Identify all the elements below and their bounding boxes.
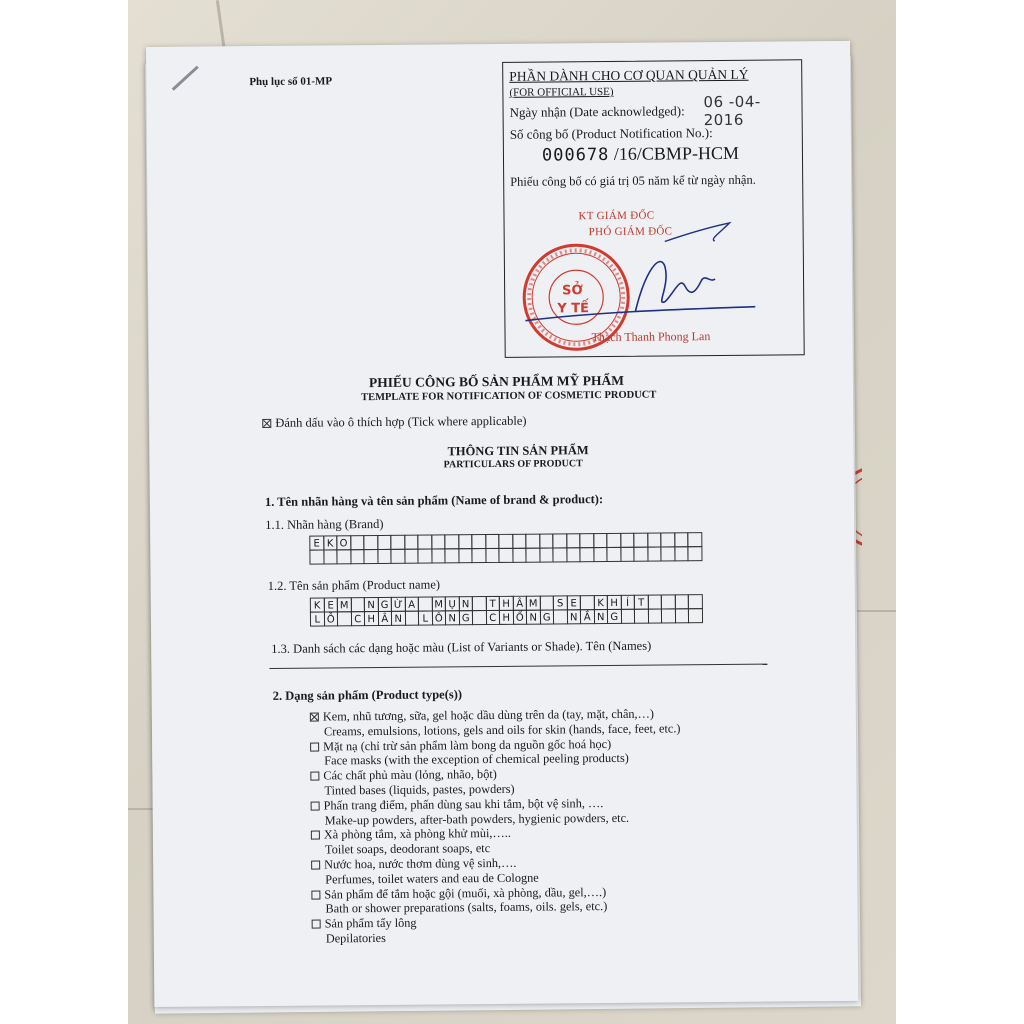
- product-type-vn: Các chất phủ màu (lỏng, nhão, bột): [310, 766, 681, 784]
- grid-cell: [553, 609, 568, 624]
- product-type-en: Bath or shower preparations (salts, foams, oils. gels, etc.): [325, 899, 608, 916]
- product-type-item: [311, 825, 682, 858]
- grid-cell: [390, 535, 405, 550]
- grid-cell: K: [323, 535, 338, 550]
- product-type-en: Creams, emulsions, lotions, gels and oils for skin (hands, face, feet, etc.): [323, 721, 681, 739]
- grid-cell: [620, 533, 635, 548]
- official-title: PHẦN DÀNH CHO CƠ QUAN QUẢN LÝ: [509, 66, 749, 84]
- grid-cell: [485, 534, 500, 549]
- grid-cell: [350, 549, 365, 564]
- product-type-item: [310, 736, 681, 769]
- product-type-item: [310, 766, 681, 799]
- grid-cell: [647, 547, 662, 562]
- product-type-en: Depilatories: [325, 930, 386, 946]
- checkbox-icon: [310, 742, 319, 751]
- notification-number-label: Số công bố (Product Notification No.):: [509, 125, 713, 142]
- product-type-list: [310, 706, 683, 946]
- grid-cell: L: [418, 611, 433, 626]
- grid-cell: [458, 548, 473, 563]
- grid-cell: Ắ: [580, 609, 595, 624]
- grid-cell: [444, 534, 459, 549]
- staple: [172, 66, 199, 91]
- product-type-item: [312, 914, 683, 947]
- brand-label: 1.1. Nhãn hàng (Brand): [265, 516, 384, 532]
- checkbox-icon: [311, 831, 320, 840]
- grid-cell: [687, 546, 702, 561]
- product-type-vn: Sản phẩm tẩy lông: [312, 914, 683, 932]
- grid-cell: [660, 546, 675, 561]
- grid-cell: [647, 533, 662, 548]
- grid-cell: [688, 608, 703, 623]
- official-subtitle: (FOR OFFICIAL USE): [509, 85, 614, 99]
- grid-cell: A: [404, 597, 419, 612]
- grid-cell: O: [336, 535, 351, 550]
- grid-cell: [620, 609, 635, 624]
- grid-cell: [337, 611, 352, 626]
- section-title-vn: THÔNG TIN SẢN PHẨM: [447, 443, 589, 459]
- grid-cell: [363, 535, 378, 550]
- date-acknowledged-label: Ngày nhận (Date acknowledged):: [509, 103, 685, 120]
- grid-cell: E: [309, 535, 324, 550]
- product-type-en: Tinted bases (liquids, pastes, powders): [324, 781, 515, 798]
- grid-cell: [498, 534, 513, 549]
- grid-cell: [539, 533, 554, 548]
- grid-cell: [593, 533, 608, 548]
- grid-cell: [566, 533, 581, 548]
- grid-cell: [661, 608, 676, 623]
- product-type-item: [311, 854, 682, 887]
- brand-grid-row: [310, 547, 702, 564]
- grid-cell: Í: [620, 595, 635, 610]
- grid-cell: [350, 535, 365, 550]
- date-acknowledged-value: 06 -04- 2016: [703, 92, 761, 130]
- product-type-en: Face masks (with the exception of chemical peeling products): [324, 751, 629, 768]
- grid-cell: C: [485, 610, 500, 625]
- product-name-grid: [311, 595, 703, 626]
- grid-cell: [687, 532, 702, 547]
- grid-cell: [444, 548, 459, 563]
- grid-cell: [471, 548, 486, 563]
- grid-cell: [660, 532, 675, 547]
- grid-cell: [633, 533, 648, 548]
- grid-cell: [417, 549, 432, 564]
- form-title-vn: PHIẾU CÔNG BỐ SẢN PHẨM MỸ PHẨM: [368, 372, 624, 391]
- question-2-heading: 2. Dạng sản phẩm (Product type(s)): [272, 687, 463, 703]
- product-type-item: [311, 884, 682, 917]
- grid-cell: [566, 547, 581, 562]
- grid-cell: [620, 547, 635, 562]
- grid-cell: N: [458, 596, 473, 611]
- grid-cell: Ố: [512, 610, 527, 625]
- grid-cell: G: [539, 609, 554, 624]
- tick-instruction: [262, 414, 526, 431]
- grid-cell: [593, 547, 608, 562]
- grid-cell: [309, 549, 324, 564]
- grid-cell: [404, 611, 419, 626]
- grid-cell: G: [458, 610, 473, 625]
- grid-cell: [471, 534, 486, 549]
- grid-cell: H: [499, 596, 514, 611]
- grid-cell: H: [364, 611, 379, 626]
- product-type-vn: Nước hoa, nước thơm dùng vệ sinh,….: [311, 854, 682, 872]
- notification-number-suffix: /16/CBMP-HCM: [613, 142, 740, 164]
- tick-instruction-text: Đánh dấu vào ô thích hợp (Tick where applicable): [275, 413, 527, 430]
- product-name-label: 1.2. Tên sản phẩm (Product name): [267, 577, 441, 593]
- grid-cell: [674, 608, 689, 623]
- grid-cell: [458, 534, 473, 549]
- grid-cell: [498, 548, 513, 563]
- grid-cell: N: [593, 609, 608, 624]
- grid-cell: [512, 534, 527, 549]
- checkbox-icon: [262, 419, 271, 428]
- svg-text:Y TẾ: Y TẾ: [557, 301, 590, 317]
- checkbox-icon: [310, 772, 319, 781]
- grid-cell: [674, 532, 689, 547]
- grid-cell: K: [593, 595, 608, 610]
- product-type-vn: Xà phòng tắm, xà phòng khử mùi,…..: [311, 825, 682, 843]
- grid-cell: [404, 549, 419, 564]
- grid-cell: S: [553, 595, 568, 610]
- director-line-2: PHÓ GIÁM ĐỐC: [588, 225, 673, 239]
- grid-cell: [661, 594, 676, 609]
- grid-cell: [431, 534, 446, 549]
- grid-cell: [552, 533, 567, 548]
- checkbox-icon: [311, 890, 320, 899]
- product-type-vn: Kem, nhũ tương, sữa, gel hoặc dầu dùng trên da (tay, mặt, chân,…): [310, 706, 681, 724]
- question-1-heading: 1. Tên nhãn hàng và tên sản phẩm (Name of brand & product):: [264, 492, 604, 509]
- product-type-item: [311, 795, 682, 828]
- product-name-grid-row: [311, 609, 703, 626]
- grid-cell: L: [310, 611, 325, 626]
- brand-grid: [310, 533, 702, 564]
- grid-cell: N: [526, 610, 541, 625]
- grid-cell: M: [431, 596, 446, 611]
- grid-cell: [377, 549, 392, 564]
- grid-cell: Ỗ: [323, 611, 338, 626]
- grid-cell: N: [391, 611, 406, 626]
- product-type-en: Toilet soaps, deodorant soaps, etc: [324, 841, 491, 857]
- left-border: [0, 0, 128, 1024]
- director-line-1: KT GIÁM ĐỐC: [578, 209, 655, 223]
- checkbox-icon: [312, 920, 321, 929]
- signer-name: Thạch Thanh Phong Lan: [591, 329, 711, 345]
- notification-number: [542, 143, 739, 166]
- right-border: [896, 0, 1024, 1024]
- official-use-box: [502, 59, 805, 358]
- grid-cell: [472, 596, 487, 611]
- grid-cell: [417, 535, 432, 550]
- grid-cell: [580, 595, 595, 610]
- grid-cell: G: [377, 597, 392, 612]
- grid-cell: C: [350, 611, 365, 626]
- form-sheet: [146, 41, 858, 1007]
- grid-cell: [579, 533, 594, 548]
- grid-cell: [472, 610, 487, 625]
- grid-cell: K: [310, 597, 325, 612]
- variants-line: [269, 664, 767, 669]
- grid-cell: [674, 546, 689, 561]
- grid-cell: E: [566, 595, 581, 610]
- grid-cell: [539, 547, 554, 562]
- section-title-en: PARTICULARS OF PRODUCT: [443, 458, 583, 471]
- grid-cell: Â: [377, 611, 392, 626]
- grid-cell: [336, 549, 351, 564]
- grid-cell: T: [634, 595, 649, 610]
- grid-cell: N: [364, 597, 379, 612]
- grid-cell: [606, 547, 621, 562]
- checkbox-icon: [311, 860, 320, 869]
- grid-cell: Ụ: [445, 596, 460, 611]
- product-type-en: Make-up powders, after-bath powders, hygienic powders, etc.: [324, 810, 630, 828]
- grid-cell: [539, 595, 554, 610]
- checkbox-icon: [310, 713, 319, 722]
- grid-cell: M: [337, 597, 352, 612]
- grid-cell: [688, 594, 703, 609]
- grid-cell: T: [485, 596, 500, 611]
- grid-cell: G: [607, 609, 622, 624]
- grid-cell: [404, 535, 419, 550]
- grid-cell: [377, 535, 392, 550]
- svg-text:SỞ: SỞ: [562, 283, 583, 299]
- grid-cell: E: [323, 597, 338, 612]
- grid-cell: [606, 533, 621, 548]
- grid-cell: [647, 609, 662, 624]
- grid-cell: [579, 547, 594, 562]
- notification-number-value: 000678: [541, 144, 610, 166]
- grid-cell: [634, 609, 649, 624]
- product-type-en: Perfumes, toilet waters and eau de Cologne: [325, 870, 539, 887]
- product-type-vn: Phấn trang điểm, phấn dùng sau khi tắm, bột vệ sinh, ….: [311, 795, 682, 813]
- grid-cell: M: [526, 596, 541, 611]
- grid-cell: [418, 597, 433, 612]
- product-type-vn: Mặt nạ (chỉ trừ sản phẩm làm bong da nguồn gốc hoá học): [310, 736, 681, 754]
- grid-cell: [525, 548, 540, 563]
- form-title-en: TEMPLATE FOR NOTIFICATION OF COSMETIC PRODUCT: [361, 389, 657, 404]
- validity-note: Phiếu công bố có giá trị 05 năm kể từ ngày nhận.: [510, 172, 756, 189]
- grid-cell: [350, 597, 365, 612]
- product-type-vn: Sản phẩm để tắm hoặc gội (muối, xà phòng, dầu, gel,….): [311, 884, 682, 902]
- grid-cell: [633, 547, 648, 562]
- checkbox-icon: [311, 801, 320, 810]
- variants-label: 1.3. Danh sách các dạng hoặc màu (List of Variants or Shade). Tên (Names): [271, 638, 652, 656]
- grid-cell: [363, 549, 378, 564]
- grid-cell: [552, 547, 567, 562]
- grid-cell: [674, 594, 689, 609]
- grid-cell: [431, 548, 446, 563]
- grid-cell: [512, 548, 527, 563]
- grid-cell: Ừ: [391, 597, 406, 612]
- annex-label: Phụ lục số 01-MP: [249, 75, 333, 89]
- grid-cell: [390, 549, 405, 564]
- grid-cell: Â: [512, 596, 527, 611]
- grid-cell: N: [445, 610, 460, 625]
- grid-cell: N: [566, 609, 581, 624]
- grid-cell: [525, 534, 540, 549]
- grid-cell: [485, 548, 500, 563]
- product-type-item: [310, 706, 681, 739]
- grid-cell: [323, 549, 338, 564]
- grid-cell: H: [499, 610, 514, 625]
- grid-cell: [647, 595, 662, 610]
- grid-cell: H: [607, 595, 622, 610]
- grid-cell: Ô: [431, 610, 446, 625]
